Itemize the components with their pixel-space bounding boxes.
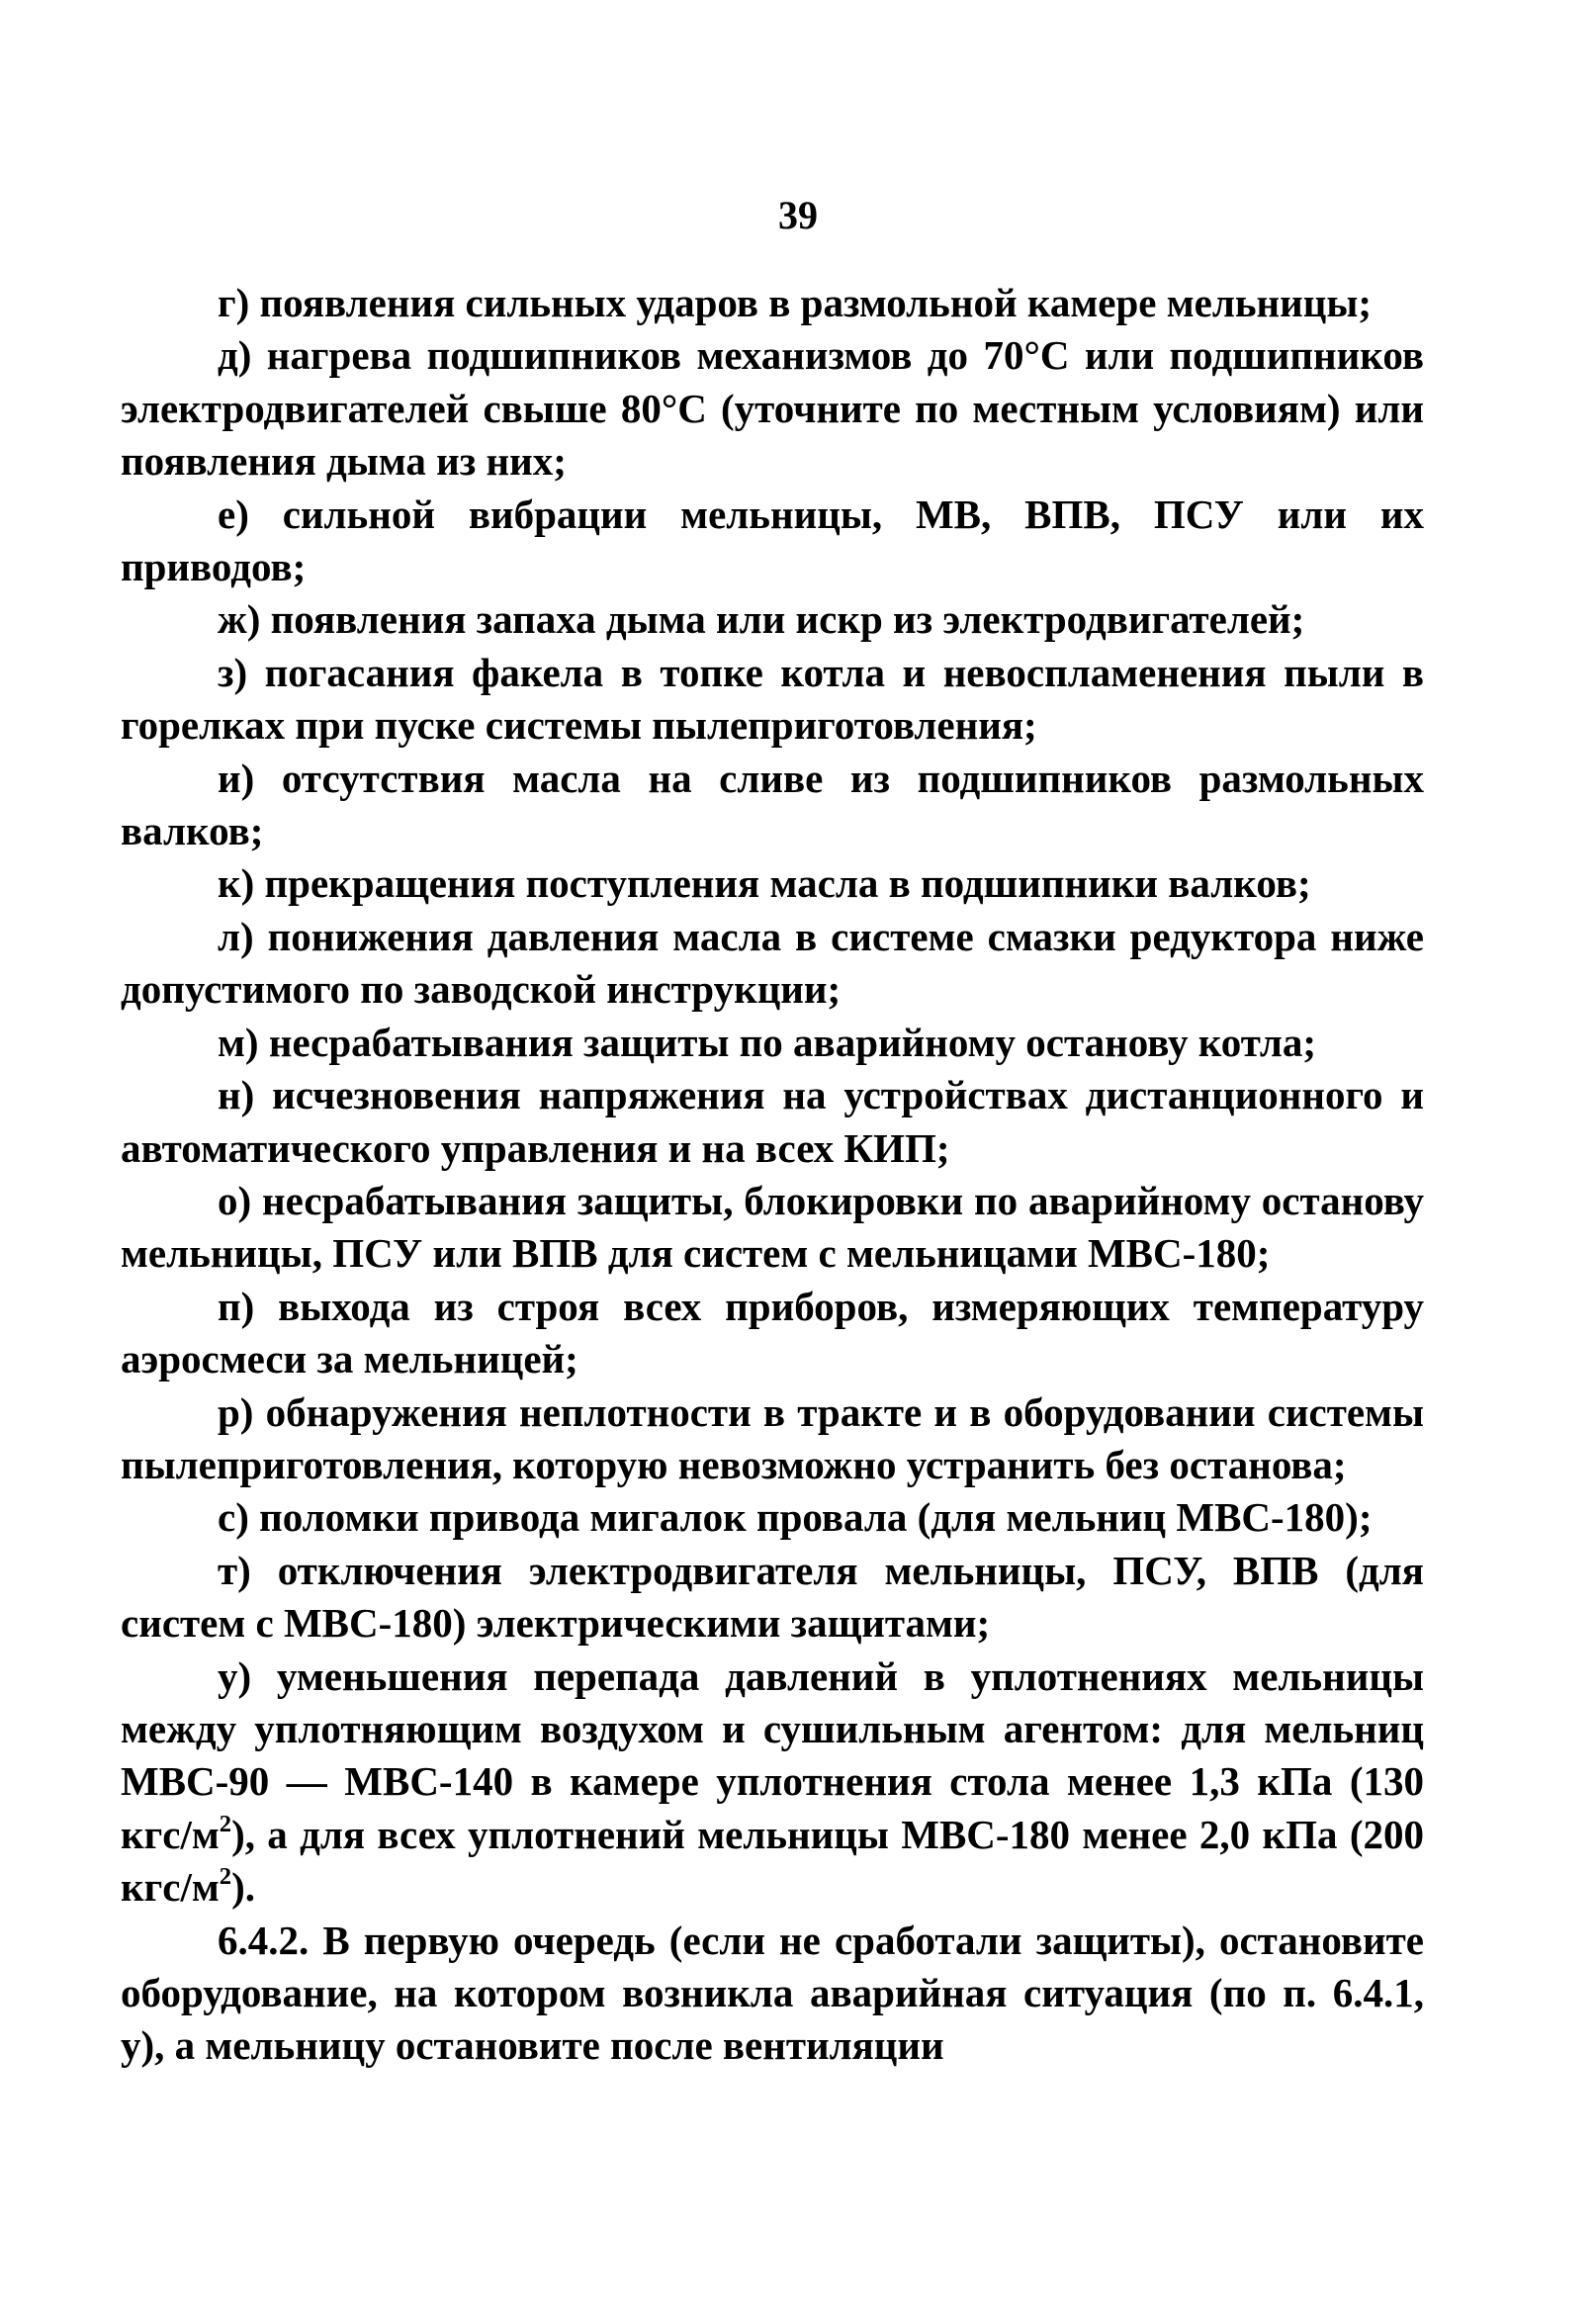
list-item-r: р) обнаружения неплотности в тракте и в оборудовании системы пылеприготовления, которую невозможно устранить без останова; xyxy=(121,1388,1424,1487)
page-number: 39 xyxy=(778,193,818,237)
list-item-p: п) выхода из строя всех приборов, измеряющих температуру аэросмеси за мельницей; xyxy=(121,1283,1424,1383)
list-item-u xyxy=(121,1651,1424,1915)
list-item-g: г) появления сильных ударов в размольной камере мельницы; xyxy=(218,280,1373,325)
list-item-u-text-1: у) уменьшения перепада давлений в уплотнениях мельницы между уплотняющим воздухом и сушильным агентом: для мельниц МВС-90 — МВС-140 в камере уплотнения стола менее 1,3 кПа (130 кгс/м xyxy=(121,1652,1424,1857)
list-item-m: м) несрабатывания защиты по аварийному останову котла; xyxy=(218,1019,1317,1065)
list-item-s: с) поломки привода мигалок провала (для мельниц МВС-180); xyxy=(218,1494,1373,1541)
list-item-n: н) исчезновения напряжения на устройствах дистанционного и автоматического управления и на всех КИП; xyxy=(121,1072,1424,1171)
superscript-squared-1: 2 xyxy=(219,1810,232,1837)
section-6-4-2: 6.4.2. В первую очередь (если не сработали защиты), остановите оборудование, на котором возникла аварийная ситуация (по п. 6.4.1, у), а мельницу остановите после вентиляции xyxy=(121,1917,1424,2069)
body-text xyxy=(121,277,1424,2073)
superscript-squared-2: 2 xyxy=(219,1862,232,1890)
list-item-u-text-2: ), а для всех уплотнений мельницы МВС-180 менее 2,0 кПа (200 кгс/м xyxy=(121,1811,1424,1911)
list-item-u-text-3: ). xyxy=(231,1864,255,1911)
list-item-zh: ж) появления запаха дыма или искр из электродвигателей; xyxy=(218,596,1305,643)
list-item-d: д) нагрева подшипников механизмов до 70°С или подшипников электродвигателей свыше 80°С (уточните по местным условиям) или появления дыма из них; xyxy=(121,332,1424,485)
list-item-e: е) сильной вибрации мельницы, МВ, ВПВ, ПСУ или их приводов; xyxy=(121,491,1424,590)
list-item-k: к) прекращения поступления масла в подшипники валков; xyxy=(218,860,1311,907)
list-item-z: з) погасания факела в топке котла и невоспламенения пыли в горелках при пуске системы пылеприготовления; xyxy=(121,649,1424,749)
list-item-i: и) отсутствия масла на сливе из подшипников размольных валков; xyxy=(121,755,1424,854)
list-item-o: о) несрабатывания защиты, блокировки по аварийному останову мельницы, ПСУ или ВПВ для систем с мельницами МВС-180; xyxy=(121,1177,1424,1277)
list-item-t: т) отключения электродвигателя мельницы, ПСУ, ВПВ (для систем с МВС-180) электрическими защитами; xyxy=(121,1547,1424,1647)
list-item-l: л) понижения давления масла в системе смазки редуктора ниже допустимого по заводской инструкции; xyxy=(121,913,1424,1013)
